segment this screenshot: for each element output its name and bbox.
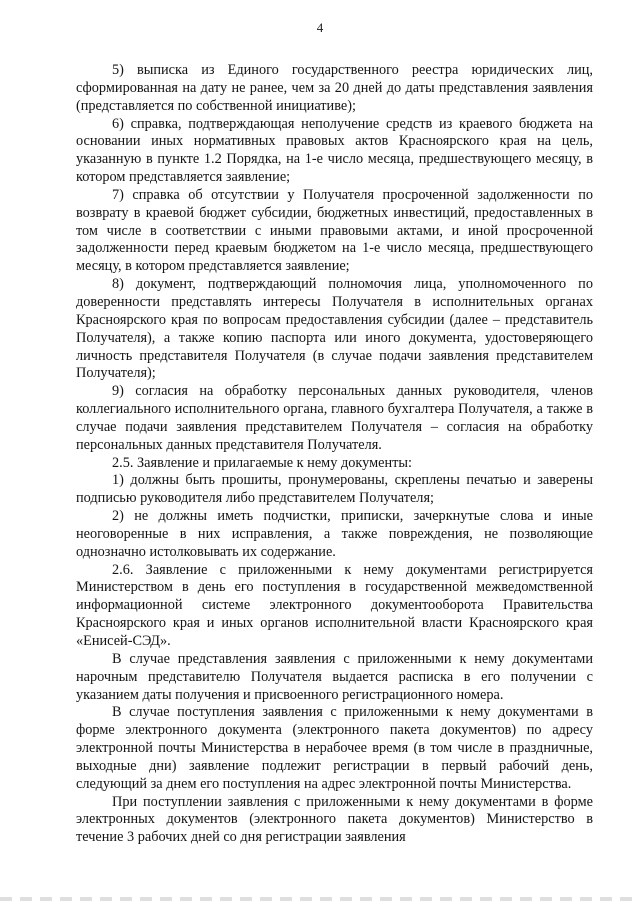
paragraph-courier-receipt: В случае представления заявления с приложенными к нему документами нарочным представителю Получателя выдается расписка в его получении с указанием даты получения и присвоенного регистрационного номера. — [76, 650, 593, 703]
scan-bottom-edge — [0, 897, 640, 901]
paragraph-electronic-documents: При поступлении заявления с приложенными к нему документами в форме электронных документов (электронного пакета документов) Министерство в течение 3 рабочих дней со дня регистрации заявления — [76, 793, 593, 846]
paragraph-2-5-item-2: 2) не должны иметь подчистки, приписки, зачеркнутые слова и иные неоговоренные в них исправления, а также повреждения, не позволяющие однозначно истолковывать их содержание. — [76, 508, 593, 560]
page-number: 4 — [316, 20, 324, 35]
paragraph-item-7: 7) справка об отсутствии у Получателя просроченной задолженности по возврату в краевой бюджет субсидии, бюджетных инвестиций, предоставленных в том числе в соответствии с иными правовыми актами, и иной просроченной задолженности перед краевым бюджетом на 1-е число месяца, предшествующего месяцу, в котором представляется заявление; — [76, 186, 593, 275]
document-body — [76, 62, 593, 847]
paragraph-item-8: 8) документ, подтверждающий полномочия лица, уполномоченного по доверенности представлять интересы Получателя в исполнительных органах Красноярского края по вопросам предоставления субсидии (далее – представитель Получателя), а также копию паспорта или иного документа, удостоверяющего личность представителя Получателя (в случае подачи заявления представителем Получателя); — [76, 276, 593, 382]
paragraph-email-nonworking-time: В случае поступления заявления с приложенными к нему документами в форме электронного документа (электронного пакета документов) по адресу электронной почты Министерства в нерабочее время (в том числе в праздничные, выходные дни) заявление подлежит регистрации в первый рабочий день, следующий за днем его поступления на адрес электронной почты Министерства. — [76, 704, 593, 792]
paragraph-item-5: 5) выписка из Единого государственного реестра юридических лиц, сформированная на дату не ранее, чем за 20 дней до даты представления заявления (представляется по собственной инициативе); — [76, 62, 593, 114]
paragraph-item-9: 9) согласия на обработку персональных данных руководителя, членов коллегиального исполнительного органа, главного бухгалтера Получателя, а также в случае подачи заявления представителем Получателя – согласия на обработку персональных данных представителя Получателя. — [76, 383, 593, 453]
paragraph-2-5-item-1: 1) должны быть прошиты, пронумерованы, скреплены печатью и заверены подписью руководителя либо представителем Получателя; — [76, 472, 593, 507]
section-2-5-heading: 2.5. Заявление и прилагаемые к нему документы: — [112, 454, 412, 471]
paragraph-item-6: 6) справка, подтверждающая неполучение средств из краевого бюджета на основании иных нормативных правовых актов Красноярского края на цель, указанную в пункте 1.2 Порядка, на 1-е число месяца, предшествующего месяцу, в котором представляется заявление; — [76, 115, 593, 186]
section-2-6-paragraph: 2.6. Заявление с приложенными к нему документами регистрируется Министерством в день его поступления в государственной межведомственной информационной системе электронного документооборота Правительства Красноярского края и иных органов исполнительной власти Красноярского края «Енисей-СЭД». — [76, 561, 593, 649]
